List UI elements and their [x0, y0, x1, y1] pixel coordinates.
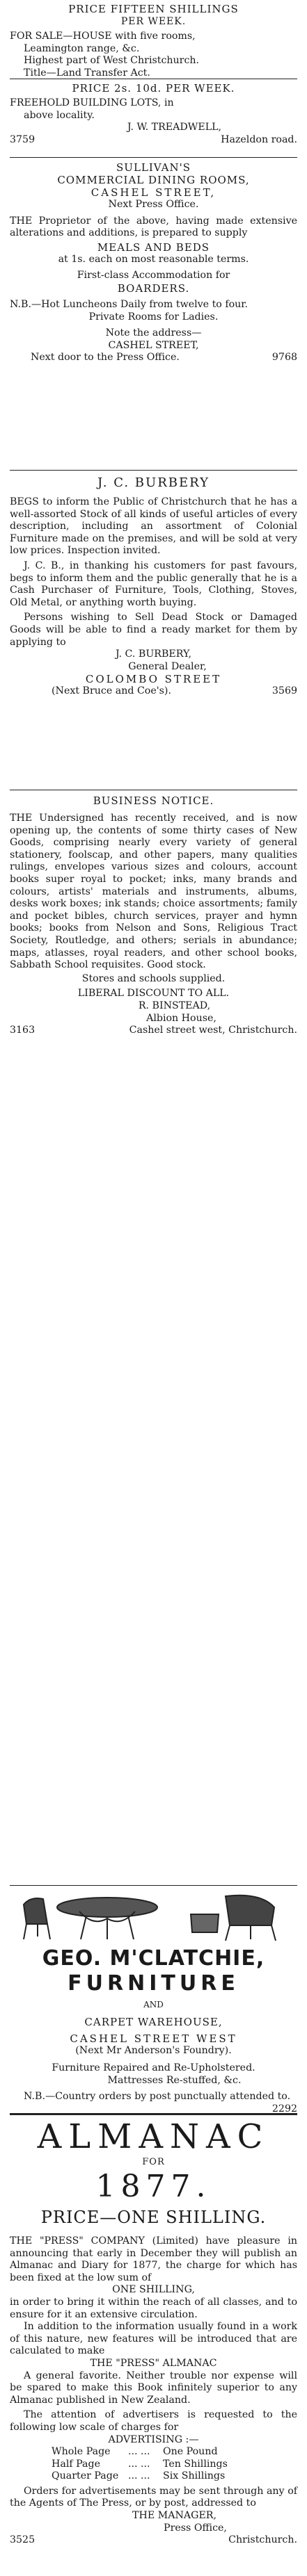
ad-subtitle: PRICE—ONE SHILLING. — [40, 2208, 267, 2227]
furniture-illustration-icon — [17, 1891, 290, 1942]
ad-body: Highest part of West Christchurch. — [24, 55, 200, 67]
ad-title: ALMANAC — [37, 2117, 270, 2156]
ad-body: above locality. — [24, 109, 95, 121]
divider — [10, 2113, 297, 2115]
street-name: CASHEL STREET WEST — [70, 2032, 237, 2045]
ad-title: FURNITURE — [68, 1971, 239, 1996]
ad-body: Mattresses Re-stuffed, &c. — [107, 2074, 242, 2086]
advertiser-address: Cashel street west, Christchurch. — [129, 1025, 297, 1036]
ad-title: SULLIVAN'S — [116, 161, 191, 174]
divider — [10, 1885, 297, 1886]
ad-title: PRICE FIFTEEN SHILLINGS — [68, 3, 239, 15]
offer-heading: MEALS AND BEDS — [97, 241, 210, 254]
ad-body: Persons wishing to Sell Dead Stock or Damaged Goods will be able to find a ready market for them by applying to — [10, 612, 297, 648]
burbery-ad — [10, 475, 297, 698]
ad-body: FREEHOLD BUILDING LOTS, in — [10, 97, 174, 108]
ad-body: THE Undersigned has recently received, and is now opening up, the contents of some thirty cases of New Goods, comprising nearly every variety of general stationery, foolscap, and other papers, many qualities rulings, envelopes various sizes and colours, account books super royal to pocket; inks, many brands and colours, artists' materials and instruments, albums, desks work boxes; ink stands; choice assortments; family and pocket bibles, church services, prayer and hymn books; books from Nelson and Sons, Religious Tract Society, Routledge, and others; serials in abundance; maps, atlasses, royal readers, and other school books, Sabbath School requisites. Good stock. — [10, 813, 297, 971]
rate-row — [10, 2470, 297, 2483]
ad-body: Stores and schools supplied. — [81, 972, 226, 984]
offer-heading: ONE SHILLING, — [112, 2284, 195, 2296]
ad-body: FOR — [142, 2157, 165, 2167]
advertiser-address: Hazeldon road. — [221, 133, 297, 145]
ad-body: Furniture Repaired and Re-Upholstered. — [52, 2062, 255, 2074]
ad-body: Title—Land Transfer Act. — [24, 67, 150, 79]
ad-title: COMMERCIAL DINING ROOMS, — [57, 174, 250, 186]
ad-body: In addition to the information usually found in a work of this nature, new features will be introduced that are calculated to make — [10, 2321, 297, 2357]
rate-dots: ... ... — [128, 2470, 150, 2482]
ad-subtitle: CARPET WAREHOUSE, — [84, 2015, 223, 2028]
ad-title: BUSINESS NOTICE. — [93, 794, 214, 807]
ad-body: in order to bring it within the reach of all classes, and to ensure for it an extensive circulation. — [10, 2296, 297, 2320]
advertiser-title: General Dealer, — [128, 660, 207, 672]
dining-rooms-ad — [10, 161, 297, 364]
ad-body: FOR SALE—HOUSE with five rooms, — [10, 31, 196, 42]
rate-row — [10, 2459, 297, 2471]
location-note: Next door to the Press Office. — [31, 352, 180, 364]
advertiser-title: Albion House, — [146, 1012, 217, 1024]
location-note: Next Press Office. — [108, 199, 199, 210]
location-note: (Next Mr Anderson's Foundry). — [75, 2044, 232, 2056]
ad-number: 3163 — [10, 1025, 36, 1036]
offer-heading: ADVERTISING :— — [108, 2434, 199, 2445]
ad-body: Orders for advertisements may be sent through any of the Agents of The Press, or by post, addressed to — [10, 2485, 297, 2509]
rate-price: Six Shillings — [163, 2470, 226, 2482]
ad-body: The attention of advertisers is requested to the following low scale of charges for — [10, 2409, 297, 2433]
ad-body: at 1s. each on most reasonable terms. — [58, 253, 249, 265]
ad-body: AND — [143, 2000, 164, 2010]
advertiser-address: Christchurch. — [228, 2534, 297, 2546]
location-note: (Next Bruce and Coe's). — [52, 685, 171, 697]
ad-body: N.B.—Hot Luncheons Daily from twelve to four. — [10, 298, 248, 310]
offer-heading: LIBERAL DISCOUNT TO ALL. — [77, 988, 230, 1000]
advertiser-name: J. C. BURBERY, — [115, 649, 192, 660]
rate-item: Quarter Page — [52, 2470, 119, 2482]
ad-body: First-class Accommodation for — [77, 270, 230, 282]
business-notice-ad — [10, 794, 297, 1037]
ad-body: N.B.—Country orders by post punctually attended to. — [24, 2091, 291, 2103]
ad-title: GEO. M'CLATCHIE, — [42, 1946, 265, 1971]
rate-item: Whole Page — [52, 2446, 111, 2458]
rate-item: Half Page — [52, 2458, 100, 2470]
house-sale-ad — [10, 3, 297, 79]
mclatchie-ad — [10, 1946, 297, 2116]
ad-body: Note the address— — [105, 327, 202, 339]
ad-body: Leamington range, &c. — [24, 42, 140, 54]
ad-number: 9768 — [271, 352, 297, 364]
ad-body: A general favorite. Neither trouble nor expense will be spared to make this Book infinitely superior to any Almanac published in New Zealand. — [10, 2370, 297, 2406]
street-name: CASHEL STREET, — [90, 186, 217, 199]
almanac-ad — [10, 2117, 297, 2547]
advertiser-name: R. BINSTEAD, — [138, 1000, 211, 1011]
ad-number: 3525 — [10, 2534, 36, 2546]
ad-title: J. C. BURBERY — [97, 475, 210, 490]
offer-heading: THE "PRESS" ALMANAC — [90, 2357, 217, 2369]
advertiser-name: THE MANAGER, — [132, 2510, 217, 2522]
ad-number: 3759 — [10, 133, 36, 145]
ad-body: Private Rooms for Ladies. — [88, 311, 219, 323]
advertiser-title: Press Office, — [164, 2522, 227, 2534]
ad-body: BEGS to inform the Public of Christchurch that he has a well-assorted Stock of all kinds of useful articles of every description, including an assortment of Colonial Furniture made on the premises, and will be sold at very low prices. Inspection invited. — [10, 496, 297, 557]
rate-price: Ten Shillings — [163, 2458, 228, 2470]
ad-body: THE Proprietor of the above, having made extensive alterations and additions, is prepared to supply — [10, 215, 297, 239]
offer-heading: BOARDERS. — [117, 282, 190, 295]
ad-number: 3569 — [271, 685, 297, 697]
ad-title: PRICE 2s. 10d. PER WEEK. — [72, 82, 235, 95]
rate-dots: ... ... — [128, 2458, 150, 2470]
rate-row — [10, 2446, 297, 2459]
rate-dots: ... ... — [128, 2446, 150, 2458]
street-name: COLOMBO STREET — [85, 673, 222, 686]
advertiser-name: J. W. TREADWELL, — [127, 122, 222, 133]
ad-body: J. C. B., in thanking his customers for past favours, begs to inform them and the public generally that he is a Cash Purchaser of Furniture, Tools, Clothing, Stoves, Old Metal, or anything worth buying. — [10, 560, 297, 608]
rate-price: One Pound — [163, 2446, 218, 2458]
ad-subtitle: PER WEEK. — [120, 16, 187, 27]
divider — [10, 470, 297, 471]
building-lots-ad — [10, 82, 297, 146]
ad-title: 1877. — [95, 2169, 212, 2204]
ad-number: 2292 — [271, 2103, 297, 2114]
ad-body: THE "PRESS" COMPANY (Limited) have pleasure in announcing that early in December they will publish an Almanac and Diary for 1877, the charge for which has been fixed at the low sum of — [10, 2235, 297, 2283]
divider — [10, 157, 297, 158]
street-name: CASHEL STREET, — [108, 339, 199, 351]
